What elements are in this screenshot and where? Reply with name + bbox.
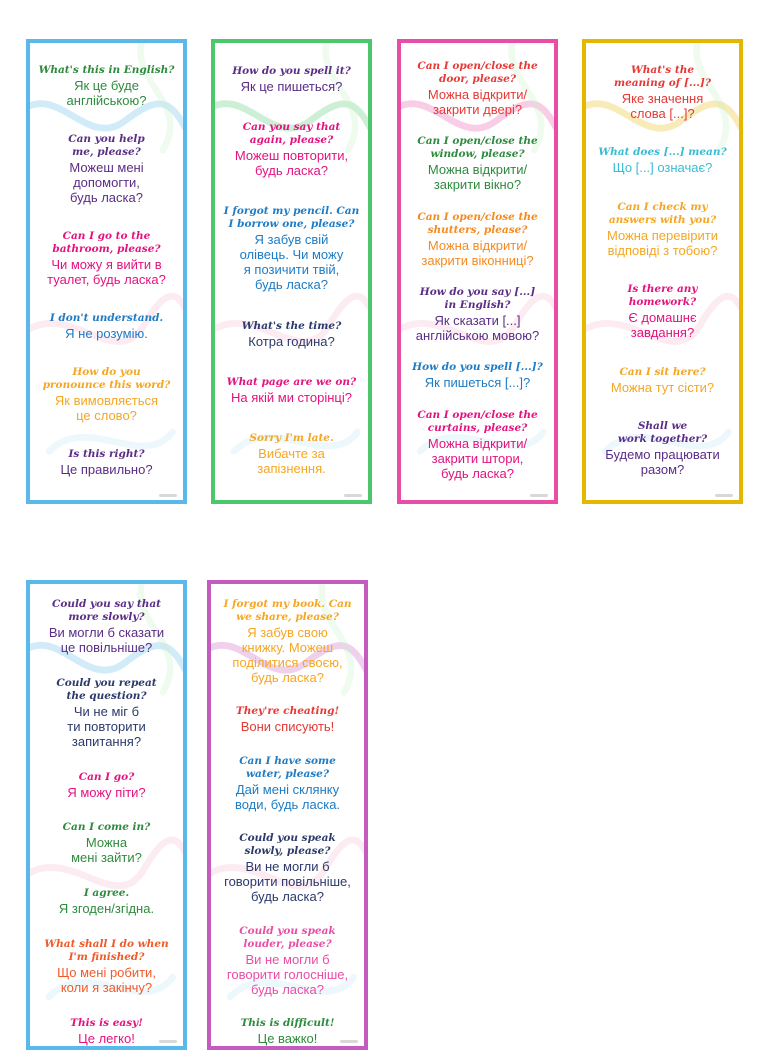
english-phrase: What does [...] mean? [598,146,727,159]
corner-logo-mark [715,494,733,497]
phrase-item [39,64,175,108]
english-phrase: What page are we on? [226,375,357,388]
ukrainian-translation: Можна відкрити/ закрити двері? [427,87,528,118]
phrase-item [56,677,156,749]
ukrainian-translation: Чи не міг б ти повторити запитання? [67,703,146,749]
phrase-item [44,938,168,995]
phrase-item [605,420,720,477]
english-phrase: Can you say that again, please? [242,120,341,146]
english-phrase: What's the time? [241,319,342,332]
phrase-item [417,211,537,268]
phrase-item [227,925,348,997]
phrase-item [43,366,171,423]
phrase-list [30,584,183,1046]
english-phrase: Is there any homework? [627,283,698,309]
english-phrase: How do you pronounce this word? [42,366,171,392]
english-phrase: What's this in English? [38,63,175,76]
ukrainian-translation: Я забув свій олівець. Чи можу я позичити твій, будь ласка? [239,232,344,293]
corner-logo-mark [159,494,177,497]
ukrainian-translation: Я згоден/згідна. [58,901,155,917]
ukrainian-translation: Можна мені зайти? [71,835,142,866]
ukrainian-translation: Як пишеться [...]? [424,375,531,391]
phrase-item [50,312,163,341]
bookmark-6 [207,580,368,1050]
ukrainian-translation: Можеш повторити, будь ласка? [234,147,349,178]
english-phrase: Sorry I'm late. [249,432,334,445]
ukrainian-translation: Це правильно? [60,462,153,478]
ukrainian-translation: Можна перевірити відповіді з тобою? [606,227,718,258]
bookmark-2 [211,39,372,504]
corner-logo-mark [159,1040,177,1043]
english-phrase: Can I go to the bathroom, please? [52,229,161,255]
english-phrase: Can I open/close the shutters, please? [417,210,538,236]
ukrainian-translation: Я можу піти? [67,784,146,800]
phrase-item [242,320,341,349]
phrase-list [215,43,368,500]
phrase-item [235,121,348,178]
english-phrase: What's the meaning of [...]? [613,63,712,89]
phrase-list [211,584,364,1046]
english-phrase: Can I have some water, please? [239,754,336,780]
phrase-item [627,283,697,340]
phrase-item [417,135,537,192]
phrase-item [236,705,339,734]
phrase-item [68,133,145,205]
english-phrase: I don't understand. [49,312,164,325]
ukrainian-translation: Вони списують! [240,719,335,735]
phrase-list [401,43,554,500]
english-phrase: Can I open/close the window, please? [417,135,538,161]
phrase-item [416,286,539,343]
ukrainian-translation: Що мені робити, коли я закінчу? [57,965,156,996]
ukrainian-translation: Є домашнє завдання? [628,310,697,341]
phrase-item [614,64,711,121]
english-phrase: Could you speak louder, please? [239,924,336,950]
ukrainian-translation: Як вимовляється це слово? [54,393,159,424]
english-phrase: Can I open/close the curtains, please? [417,408,538,434]
ukrainian-translation: Дай мені склянку води, будь ласка. [234,781,341,812]
corner-logo-mark [340,1040,358,1043]
phrase-list [30,43,183,500]
bookmark-1 [26,39,187,504]
ukrainian-translation: На якій ми сторінці? [231,389,352,405]
ukrainian-translation: Котра година? [248,333,335,349]
ukrainian-translation: Чи можу я вийти в туалет, будь ласка? [47,256,166,287]
english-phrase: Can I check my answers with you? [608,200,717,226]
ukrainian-translation: Вибачте за запізнення. [257,446,326,477]
english-phrase: Is this right? [68,448,145,461]
bookmark-4 [582,39,743,504]
ukrainian-translation: Це легко! [78,1030,135,1046]
phrase-item [67,771,145,800]
phrase-item [598,146,726,175]
corner-logo-mark [530,494,548,497]
ukrainian-translation: Як це пишеться? [240,78,343,94]
ukrainian-translation: Можна відкрити/ закрити штори, будь ласка? [427,435,528,481]
english-phrase: They're cheating! [235,705,340,718]
english-phrase: Could you say that more slowly? [52,598,161,623]
phrase-item [232,65,351,94]
ukrainian-translation: Що [...] означає? [612,160,713,176]
english-phrase: I forgot my book. Can we share, please? [223,598,352,623]
phrase-item [417,409,537,481]
phrase-item [60,448,152,477]
ukrainian-translation: Будемо працювати разом? [605,447,720,478]
phrase-item [235,755,340,812]
phrase-item [227,376,356,405]
english-phrase: I agree. [83,887,130,900]
ukrainian-translation: Ви не могли б говорити голосніше, будь ласка? [226,951,349,997]
english-phrase: Can I come in? [62,821,151,834]
phrase-item [224,205,359,292]
ukrainian-translation: Можна тут сісти? [610,379,715,395]
bookmark-5 [26,580,187,1050]
phrase-item [70,1017,143,1046]
ukrainian-translation: Можна відкрити/ закрити вікно? [427,162,528,193]
phrase-item [49,598,164,655]
phrase-list [586,43,739,500]
english-phrase: I forgot my pencil. Can I borrow one, please? [223,205,360,231]
ukrainian-translation: Ви могли б сказати це повільніше? [48,625,165,655]
ukrainian-translation: Я забув свою книжку. Можеш поділитися своєю, будь ласка? [232,625,343,685]
phrase-item [59,887,154,916]
phrase-item [224,832,351,904]
english-phrase: Can you help me, please? [68,132,145,158]
phrase-item [47,230,166,287]
ukrainian-translation: Як сказати [...] англійською мовою? [415,313,540,344]
english-phrase: How do you spell [...]? [412,361,543,374]
phrase-item [611,366,714,395]
ukrainian-translation: Можна відкрити/ закрити віконниці? [421,237,534,268]
english-phrase: Can I go? [78,770,135,783]
ukrainian-translation: Це важко! [257,1030,318,1046]
english-phrase: This is easy! [70,1016,143,1029]
ukrainian-translation: Можеш мені допомогти, будь ласка? [69,159,144,205]
phrase-item [412,361,543,390]
english-phrase: Could you repeat the question? [56,676,157,702]
english-phrase: How do you spell it? [232,64,351,77]
english-phrase: This is difficult! [240,1016,335,1029]
english-phrase: Shall we work together? [617,420,708,446]
bookmark-3 [397,39,558,504]
phrase-item [240,1017,334,1046]
english-phrase: Can I sit here? [619,365,706,378]
ukrainian-translation: Я не розумію. [65,326,148,342]
corner-logo-mark [344,494,362,497]
ukrainian-translation: Ви не могли б говорити повільніше, будь ласка? [224,859,351,905]
phrase-item [249,432,333,476]
ukrainian-translation: Яке значення слова [...]? [621,90,704,121]
ukrainian-translation: Як це буде англійською? [66,77,147,108]
phrase-item [223,598,351,685]
english-phrase: How do you say [...] in English? [419,286,536,312]
phrase-item [63,821,151,865]
english-phrase: What shall I do when I'm finished? [44,938,169,964]
english-phrase: Can I open/close the door, please? [417,60,538,86]
phrase-item [417,60,537,117]
phrase-item [607,201,718,258]
english-phrase: Could you speak slowly, please? [239,832,336,858]
